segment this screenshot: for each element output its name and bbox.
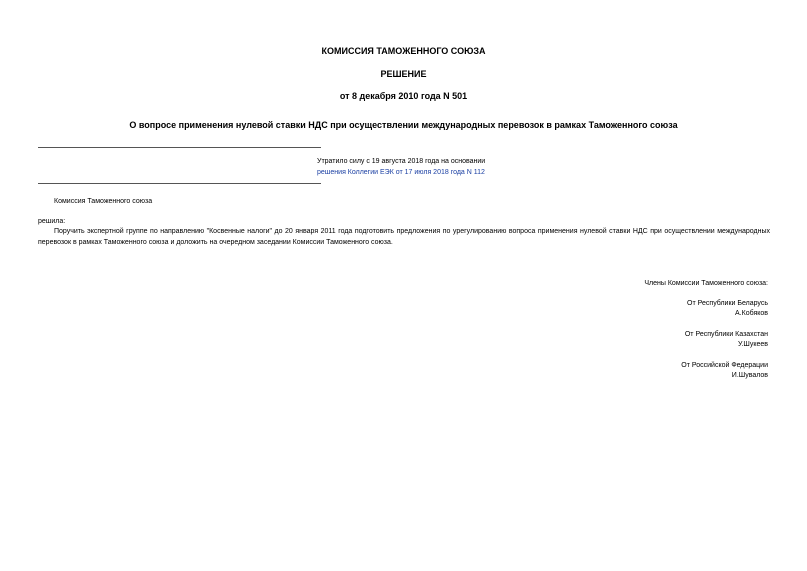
organization-heading: КОМИССИЯ ТАМОЖЕННОГО СОЮЗА bbox=[321, 46, 486, 56]
signatory-country: От Республики Беларусь bbox=[687, 299, 768, 307]
status-divider-bottom bbox=[38, 183, 321, 184]
document-type-heading: РЕШЕНИЕ bbox=[380, 69, 427, 79]
signatory-name: У.Шукеев bbox=[737, 341, 768, 348]
signatory-name: И.Шувалов bbox=[731, 372, 768, 379]
decided-label: решила: bbox=[38, 218, 66, 225]
signatures-block bbox=[644, 279, 768, 382]
status-note: Утратило силу с 19 августа 2018 года на основании bbox=[317, 158, 486, 165]
signatory-name: А.Кобяков bbox=[735, 310, 768, 317]
signatory-country: От Российской Федерации bbox=[681, 361, 768, 369]
repeal-decision-link[interactable]: решения Коллегии ЕЭК от 17 июля 2018 года N 112 bbox=[317, 169, 485, 176]
document-title: О вопросе применения нулевой ставки НДС при осуществлении международных перевозок в рамках Таможенного союза bbox=[129, 120, 678, 130]
signatory-country: От Республики Казахстан bbox=[684, 330, 768, 338]
commission-name: Комиссия Таможенного союза bbox=[54, 198, 153, 205]
decision-paragraph: Поручить экспертной группе по направлению "Косвенные налоги" до 20 января 2011 года подготовить предложения по урегулированию вопроса применения нулевой ставки НДС при осуществлении международных перевозок в рамках Таможенного союза и доложить на очередном заседании Комиссии Таможенного союза. bbox=[38, 228, 770, 246]
document-date-number: от 8 декабря 2010 года N 501 bbox=[339, 91, 468, 101]
signatures-header: Члены Комиссии Таможенного союза: bbox=[644, 280, 768, 287]
status-divider-top bbox=[38, 147, 321, 148]
